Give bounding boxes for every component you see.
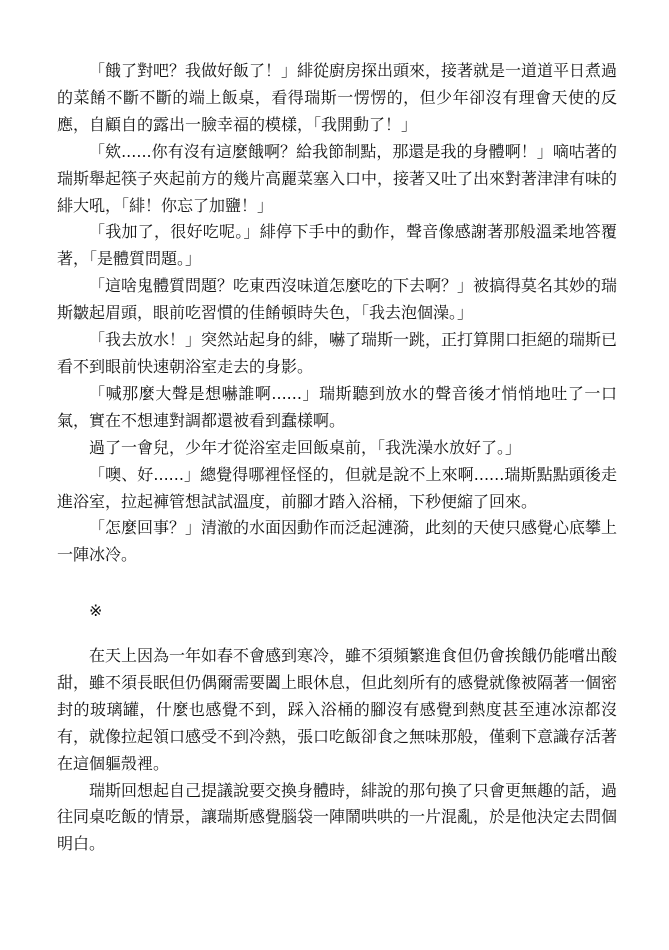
paragraph: 在天上因為一年如春不會感到寒冷，雖不須頻繁進食但仍會挨餓仍能嚐出酸甜，雖不須長眠但仍偶爾需要闔上眼休息，但此刻所有的感覺就像被隔著一個密封的玻璃罐，什麼也感覺不到，踩入浴桶的腳沒有感覺到熱度甚至連冰涼都沒有，就像拉起領口感受不到冷熱，張口吃飯卻食之無味那般，僅剩下意識存活著在這個軀殼裡。: [57, 646, 618, 773]
text-section-2: [57, 643, 617, 858]
paragraph: 「怎麼回事？」清澈的水面因動作而泛起漣漪，此刻的天使只感覺心底攀上一陣冰冷。: [57, 518, 618, 565]
paragraph: 「我去放水！」突然站起身的緋，嚇了瑞斯一跳，正打算開口拒絕的瑞斯已看不到眼前快速朝浴室走去的身影。: [57, 330, 618, 376]
paragraph: 「欸......你有沒有這麼餓啊？給我節制點，那還是我的身體啊！」嘀咕著的瑞斯舉起筷子夾起前方的幾片高麗菜塞入口中，接著又吐了出來對著津津有味的緋大吼，「緋！你忘了加鹽！」: [57, 141, 618, 215]
section-separator: ※: [89, 601, 103, 620]
paragraph: 過了一會兒，少年才從浴室走回飯桌前，「我洗澡水放好了。」: [89, 437, 522, 457]
paragraph: 「這啥鬼體質問題？吃東西沒味道怎麼吃的下去啊？」被搞得莫名其妙的瑞斯皺起眉頭，眼前吃習慣的佳餚頓時失色，「我去泡個澡。」: [57, 276, 618, 323]
paragraph: 「餓了對吧？我做好飯了！」緋從廚房探出頭來，接著就是一道道平日煮過的菜餚不斷不斷的端上飯桌，看得瑞斯一愣愣的，但少年卻沒有理會天使的反應，自顧自的露出一臉幸福的模樣，「我開動了！」: [57, 61, 618, 134]
paragraph: 「噢、好......」總覺得哪裡怪怪的，但就是說不上來啊......瑞斯點點頭後走進浴室，拉起褲管想試試溫度，前腳才踏入浴桶，下秒便縮了回來。: [57, 464, 617, 511]
paragraph: 「喊那麼大聲是想嚇誰啊......」瑞斯聽到放水的聲音後才悄悄地吐了一口氣，實在不想連對調都還被看到蠢樣啊。: [57, 383, 617, 430]
paragraph: 瑞斯回想起自己提議說要交換身體時，緋說的那句換了只會更無趣的話，過往同桌吃飯的情景，讓瑞斯感覺腦袋一陣鬧哄哄的一片混亂，於是他決定去問個明白。: [57, 780, 618, 854]
paragraph: 「我加了，很好吃呢。」緋停下手中的動作，聲音像感謝著那般溫柔地答覆著，「是體質問題。」: [57, 222, 617, 269]
text-section-1: [57, 58, 617, 569]
